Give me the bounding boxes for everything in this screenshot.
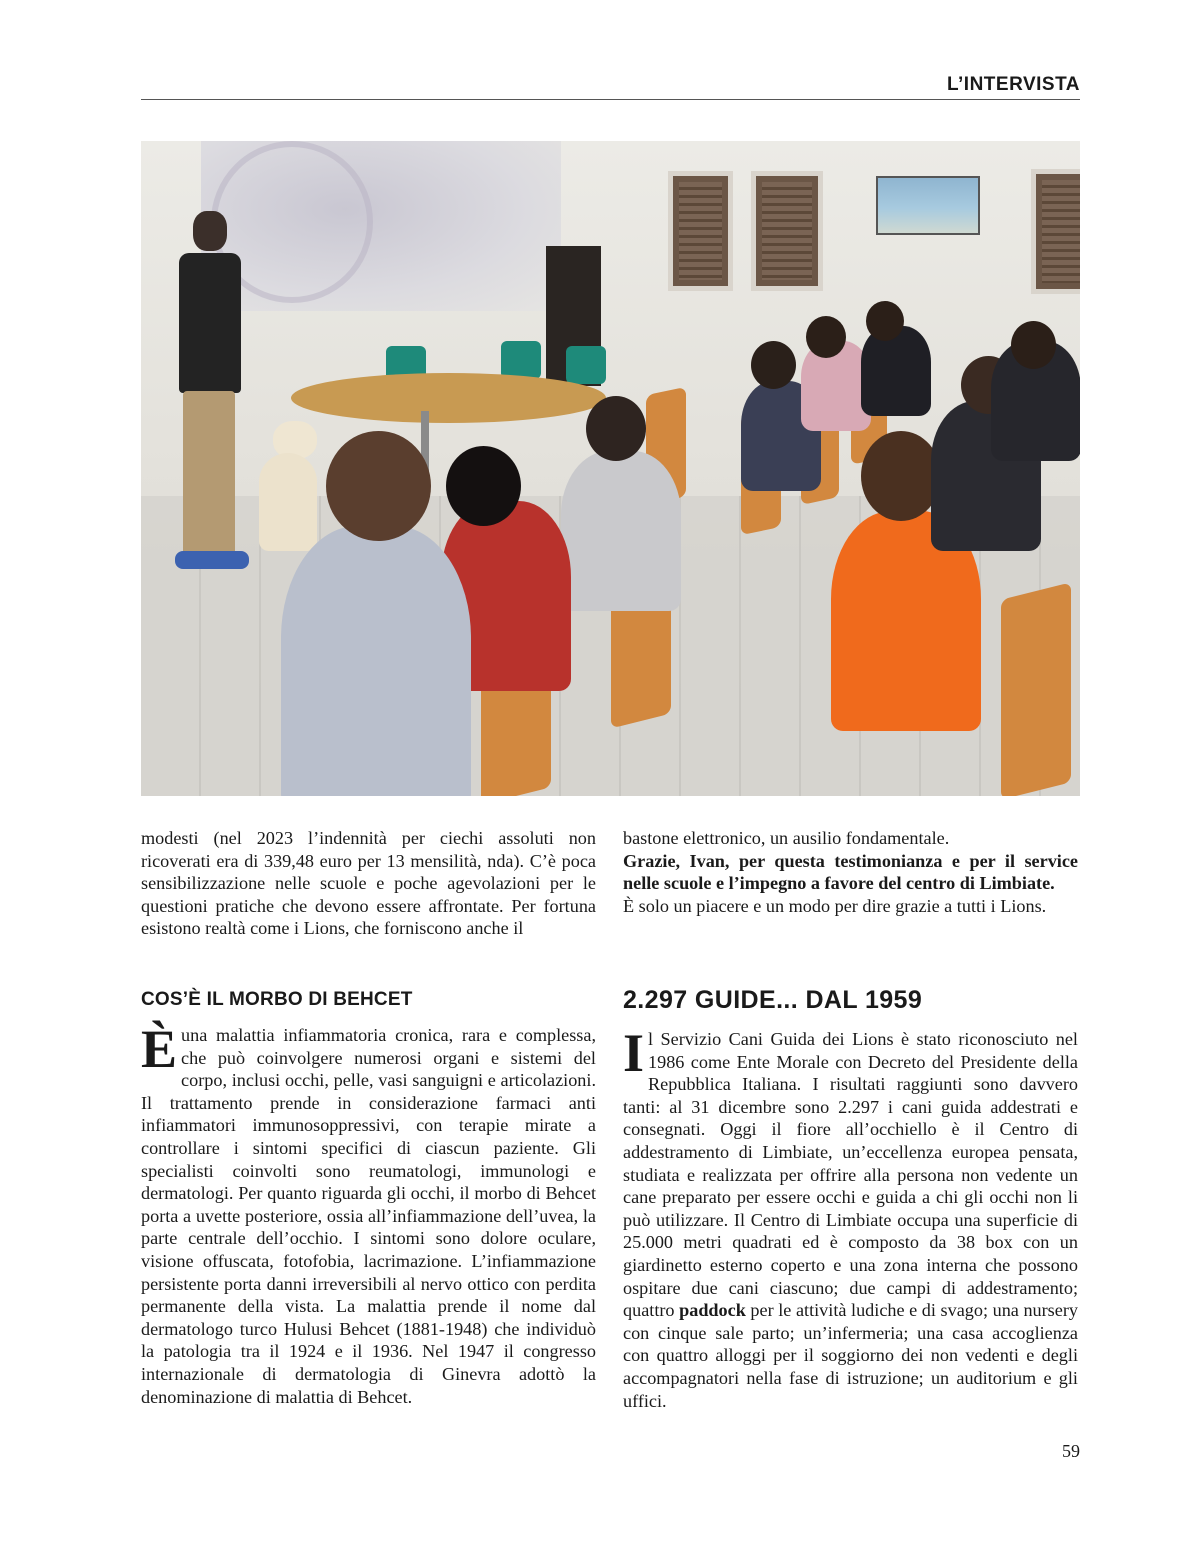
student — [861, 326, 931, 416]
student-head — [586, 396, 646, 461]
page-number: 59 — [1062, 1441, 1080, 1461]
classroom-photo — [141, 141, 1080, 796]
speaker-head — [193, 211, 227, 251]
guide-dog — [251, 421, 321, 551]
student-head — [1011, 321, 1056, 369]
section-tag: L’INTERVISTA — [946, 74, 1080, 95]
student-head — [861, 431, 941, 521]
conference-table — [291, 373, 606, 423]
dog-body — [259, 453, 317, 551]
teal-chair — [501, 341, 541, 379]
article-column-left — [141, 827, 596, 940]
wall-picture — [876, 176, 980, 235]
chair — [1001, 582, 1071, 796]
interview-question: Grazie, Ivan, per questa testimonianza e per il service nelle scuole e l’impegno a favore del centro di Limbiate. — [623, 850, 1078, 894]
guide-text-b: per le attività ludiche e di svago; una nursery con cinque sale parto; un’infermeria; una casa accoglienza con quattro alloggi per il soggiorno dei non vedenti e degli accompagnatori nella fase di istruzione; un auditorium e gli uffici. — [623, 1300, 1078, 1411]
article-text: modesti (nel 2023 l’indennità per ciechi assoluti non ricoverati era di 339,48 euro per 13 mensilità, nda). C’è poca sensibilizzazione nelle scuole e poche agevolazioni per le questioni pratiche che devono essere affrontate. Per fortuna esistono realtà come i Lions, che forniscono anche il — [141, 828, 596, 939]
sidebar-guide — [623, 1023, 1078, 1412]
article-text: bastone elettronico, un ausilio fondamentale. — [623, 828, 950, 848]
sidebar-heading-behcet: COS’È IL MORBO DI BEHCET — [141, 989, 413, 1010]
header-rule — [141, 99, 1080, 100]
behcet-paragraph — [141, 1019, 596, 1408]
student-head — [751, 341, 796, 389]
student-head — [446, 446, 521, 526]
window — [1031, 169, 1080, 294]
article-column-right — [623, 827, 1078, 917]
student-grey-hoodie — [561, 451, 681, 611]
speaker-torso — [179, 253, 241, 393]
interview-answer: È solo un piacere e un modo per dire grazie a tutti i Lions. — [623, 895, 1047, 916]
drop-cap: È — [141, 1019, 178, 1079]
guide-paragraph — [623, 1023, 1078, 1412]
student-head — [326, 431, 431, 541]
sidebar-behcet — [141, 1019, 596, 1408]
teal-chair — [566, 346, 606, 384]
behcet-text: una malattia infiammatoria cronica, rara e complessa, che può coinvolgere numerosi organi e sistemi del corpo, inclusi occhi, pelle, vasi sanguigni e articolazioni. Il trattamento prende in considerazione farmaci anti infiammatori immunosoppressivi, con terapie mirate a controllare i sintomi specifici di ciascun paziente. Gli specialisti coinvolti sono reumatologi, immunologi e dermatologi. Per quanto riguarda gli occhi, il morbo di Behcet porta a uvette posteriore, ossia all’infiammazione dell’uvea, la parte centrale dell’occhio. I sintomi sono dolore oculare, visione offuscata, fotofobia, lacrimazione. L’infiammazione persistente porta danni irreversibili al nervo ottico con perdita permanente della vista. La malattia prende il nome dal dermatologo turco Hulusi Behcet (1881-1948) che individuò la patologia tra il 1924 e il 1936. Nel 1947 il congresso internazionale di dermatologia di Ginevra adottò la denominazione di malattia di Behcet. — [141, 1025, 596, 1407]
speaker — [161, 211, 251, 581]
window — [751, 171, 823, 291]
speaker-shoes — [175, 551, 249, 569]
student-head — [866, 301, 904, 341]
guide-text-a: l Servizio Cani Guida dei Lions è stato riconosciuto nel 1986 come Ente Morale con Decreto del Presidente della Repubblica Italiana. I risultati raggiunti sono davvero tanti: al 31 dicembre sono 2.297 i cani guida addestrati e consegnati. Oggi il fiore all’occhiello è il Centro di addestramento di Limbiate, un’eccellenza europea pensata, studiata e realizzata per offrire alla persona non vedente un cane preparato per essere occhi e guida a chi gli occhi non li può utilizzare. Il Centro di Limbiate occupa una superficie di 25.000 metri quadrati ed è composto da 38 box con un giardinetto esterno coperto e una zona interna che possono ospitare due cani ciascuno; due campi di addestramento; quattro — [623, 1029, 1078, 1321]
speaker-legs — [183, 391, 235, 556]
student-head — [806, 316, 846, 358]
window — [668, 171, 733, 291]
sidebar-heading-guide: 2.297 GUIDE... DAL 1959 — [623, 986, 923, 1014]
drop-cap: I — [623, 1023, 645, 1083]
student-california-hoodie — [281, 526, 471, 796]
guide-text-bold: paddock — [679, 1300, 746, 1321]
